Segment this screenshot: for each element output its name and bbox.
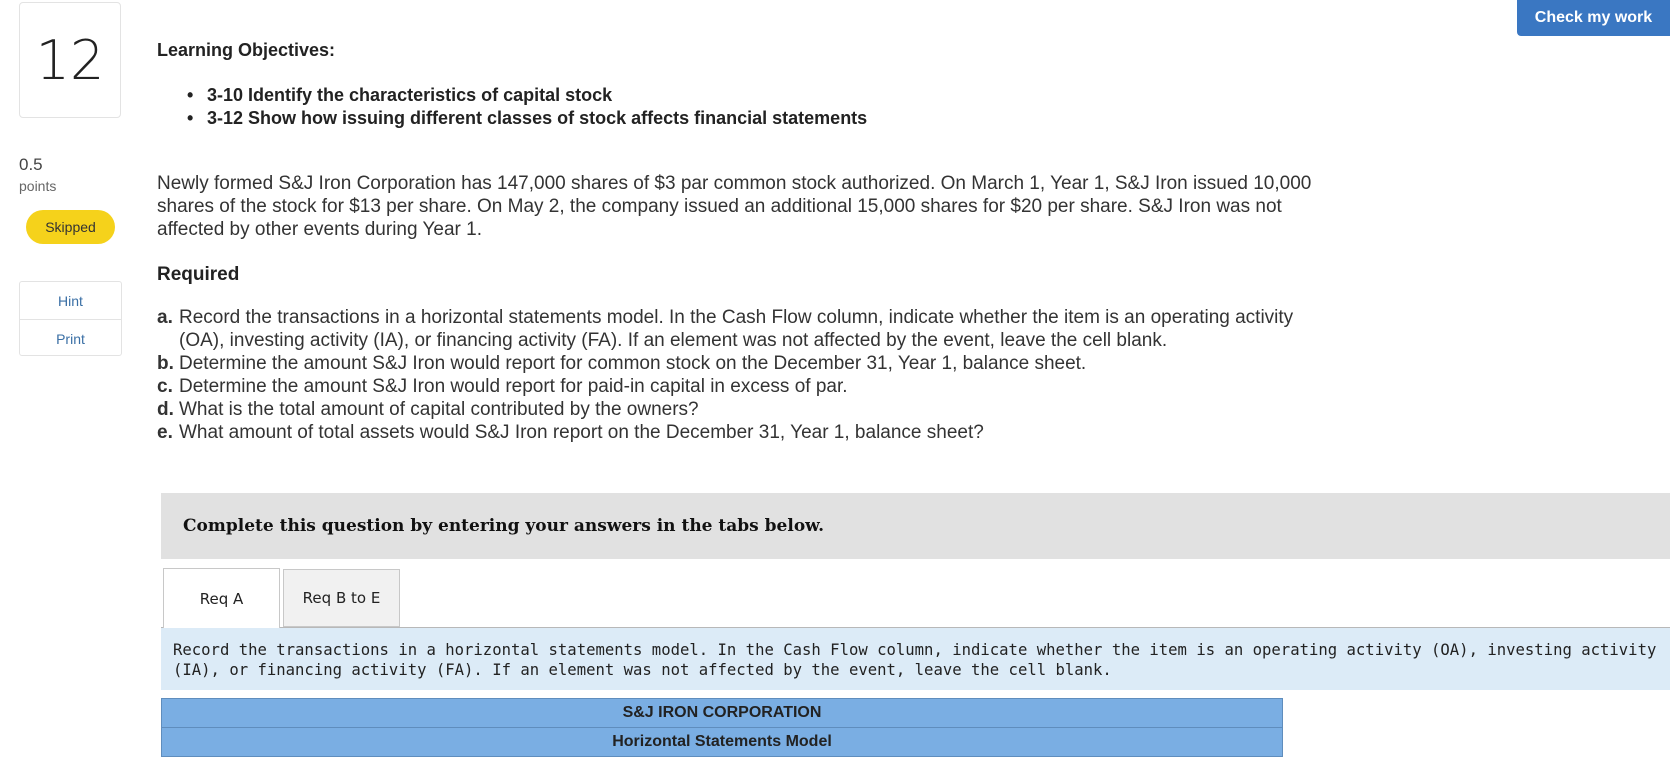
requirement-text: Record the transactions in a horizontal statements model. In the Cash Flow column, indicate whether the item is an operating activity (OA), investing activity (IA), or financing activity (FA). If an element was not affected by the event, leave the cell blank. — [179, 307, 1294, 351]
requirement-letter: e. — [157, 422, 173, 443]
requirement-e — [157, 421, 1317, 444]
problem-statement: Newly formed S&J Iron Corporation has 147,000 shares of $3 par common stock authorized. On March 1, Year 1, S&J Iron issued 10,000 shares of the stock for $13 per share. On May 2, the company issued an additional 15,000 shares for $20 per share. S&J Iron was not affected by other events during Year 1. — [157, 173, 1312, 240]
objective-item: • 3-10 Identify the characteristics of capital stock — [187, 84, 867, 107]
points-value: 0.5 — [19, 155, 43, 174]
tab-req-a[interactable]: Req A — [163, 568, 280, 629]
instructions-banner: Complete this question by entering your answers in the tabs below. — [161, 493, 1670, 559]
required-heading: Required — [157, 264, 240, 285]
requirement-letter: b. — [157, 353, 174, 374]
hint-button[interactable]: Hint — [58, 292, 83, 309]
table-title: S&J IRON CORPORATION — [162, 699, 1283, 728]
requirement-b — [157, 352, 1317, 375]
tab-instruction: Record the transactions in a horizontal statements model. In the Cash Flow column, indicate whether the item is an operating activity (OA), investing activity (IA), or financing activity (FA). If an element was not affected by the event, leave the cell blank. — [161, 628, 1670, 690]
horizontal-statements-table — [161, 698, 1283, 757]
table-subtitle: Horizontal Statements Model — [162, 728, 1283, 757]
requirements-list — [157, 306, 1317, 444]
side-menu — [19, 281, 122, 356]
requirement-d — [157, 398, 1317, 421]
objective-item: • 3-12 Show how issuing different classes of stock affects financial statements — [187, 107, 867, 130]
check-my-work-button[interactable]: Check my work — [1517, 0, 1670, 36]
learning-objectives-list — [187, 84, 867, 130]
status-badge: Skipped — [26, 210, 115, 244]
learning-objectives-title: Learning Objectives: — [157, 40, 336, 60]
print-button[interactable]: Print — [20, 319, 121, 357]
requirement-a — [157, 306, 1317, 352]
requirement-c — [157, 375, 1317, 398]
requirement-text: Determine the amount S&J Iron would report for common stock on the December 31, Year 1, balance sheet. — [179, 353, 1087, 374]
requirement-letter: c. — [157, 376, 173, 397]
points-label: points — [19, 178, 57, 194]
requirement-letter: a. — [157, 307, 173, 328]
requirement-text: Determine the amount S&J Iron would report for paid-in capital in excess of par. — [179, 376, 848, 397]
tab-req-b-to-e[interactable]: Req B to E — [283, 569, 400, 627]
question-number: 12 — [19, 2, 121, 118]
requirement-letter: d. — [157, 399, 174, 420]
requirement-text: What amount of total assets would S&J Iron report on the December 31, Year 1, balance sheet? — [179, 422, 984, 443]
requirement-text: What is the total amount of capital contributed by the owners? — [179, 399, 699, 420]
